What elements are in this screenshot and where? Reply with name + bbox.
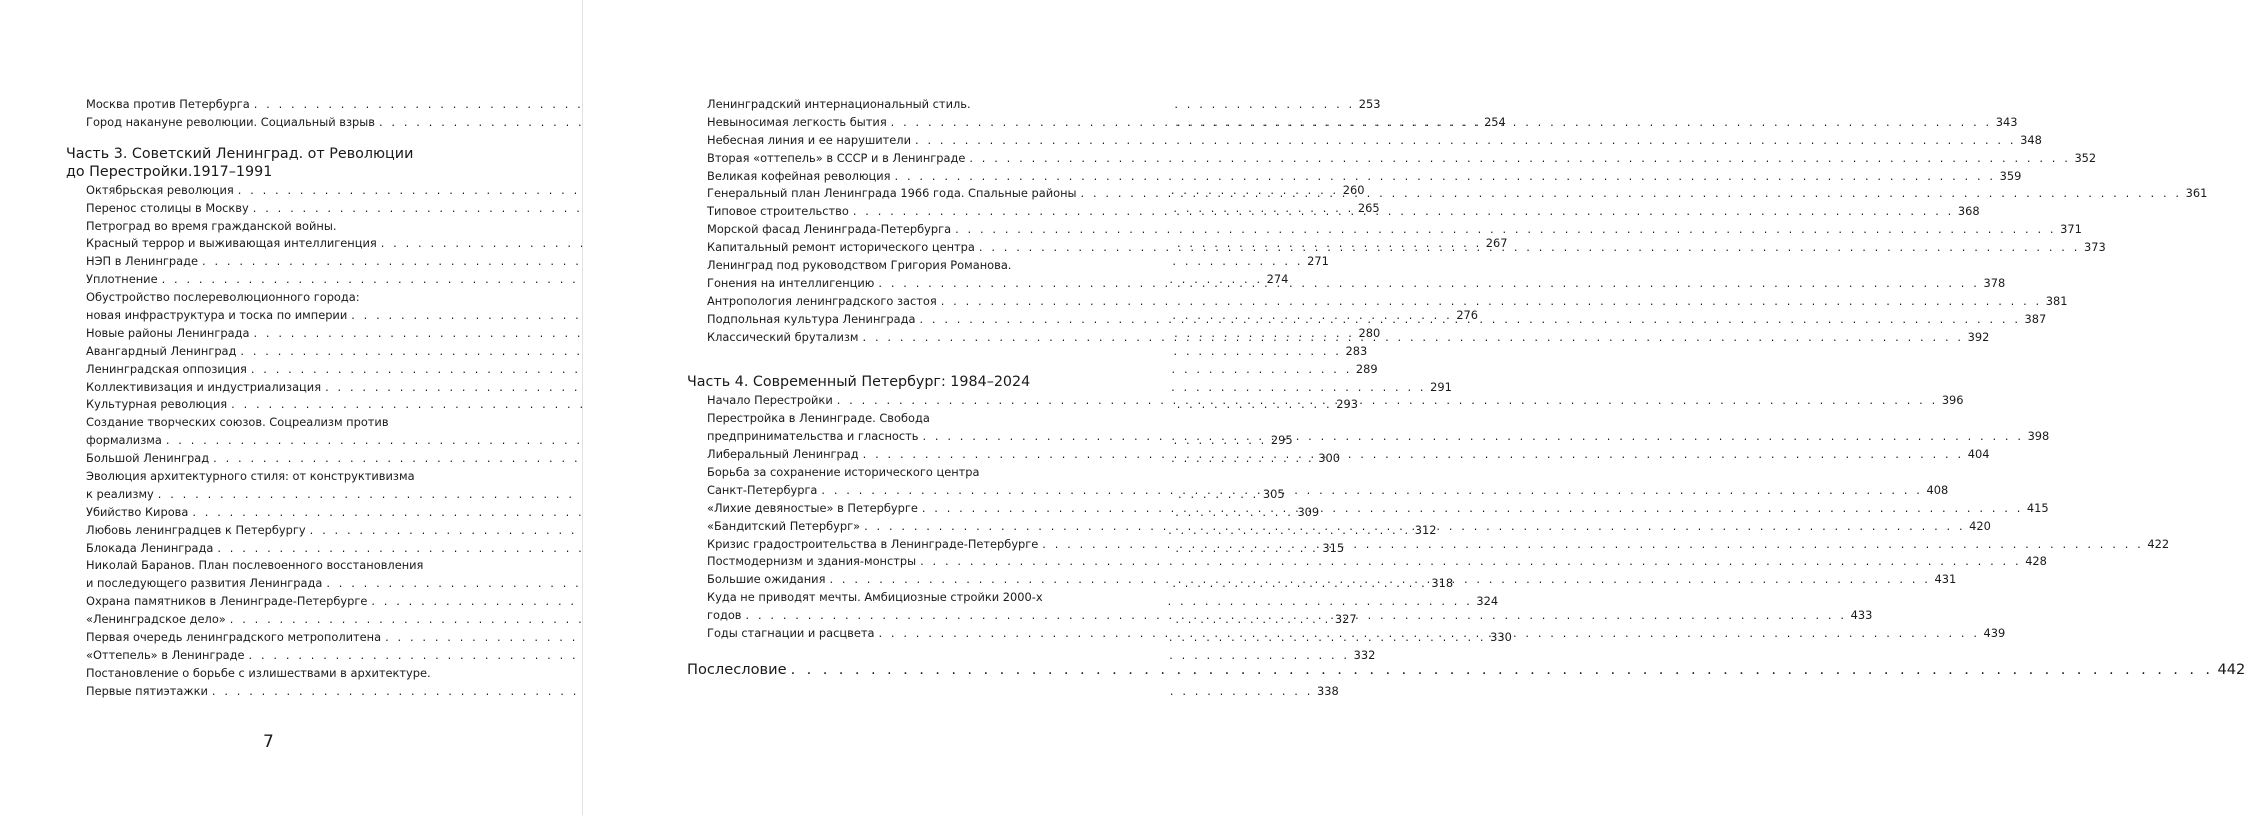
toc-entry-page: 439 [1983,626,2006,641]
toc-entry-title: Кризис градостроительства в Ленинграде-Петербурге [707,536,1039,551]
toc-entry-title: Ленинград под руководством Григория Романова. [707,258,1012,273]
toc-entry [687,553,2047,571]
dot-leader [918,428,2027,446]
toc-entry-page: 431 [1934,572,1957,587]
toc-entry-page: 420 [1969,518,1991,533]
toc-entry [66,289,476,307]
dot-leader [825,571,1934,589]
dot-leader [1038,536,2147,554]
toc-entry-page: 381 [2045,293,2068,308]
toc-entry-title: Подпольная культура Ленинграда [707,311,916,326]
toc-entry-page: 378 [1983,275,2006,290]
toc-entry-page: 276 [1456,308,1479,323]
toc-entry-page: 330 [1490,630,1512,645]
toc-entry [66,683,1339,701]
toc-entry [66,647,1376,665]
toc-entry-title: Санкт-Петербурга [707,482,818,497]
toc-entry-page: 338 [1316,683,1339,698]
toc-entry-page: 265 [1357,200,1380,215]
toc-entry-title: Постановление о борьбе с излишествами в архитектуре. [86,665,431,680]
toc-entry-title: новая инфраструктура и тоска по империи [86,308,348,323]
toc-entry-title: Гонения на интеллигенцию [707,275,875,290]
dot-leader [915,311,2024,329]
toc-entry-title: годов [707,608,742,623]
toc-entry-page: 352 [2074,150,2097,165]
toc-entry-title: Генеральный план Ленинграда 1966 года. Спальные районы [707,186,1077,201]
part-3-title-line-2: до Перестройки.1917–1991 [66,163,273,180]
toc-entry-title: Николай Баранов. План послевоенного восстановления [86,558,424,573]
toc-entry-page: 348 [2020,132,2042,147]
toc-entry-title: НЭП в Ленинграде [86,254,198,269]
toc-entry-title: Город накануне революции. Социальный взрыв [86,114,375,129]
toc-entry-title: формализма [86,433,162,448]
toc-entry-page: 361 [2185,186,2208,201]
dot-leader [951,221,2060,239]
toc-entry-page: 289 [1355,361,1378,376]
dot-leader [859,329,1968,347]
toc-entry-title: Капитальный ремонт исторического центра [707,240,975,255]
dot-leader [916,553,2025,571]
toc-entry-page: 396 [1941,393,1964,408]
toc-entry-title: Вторая «оттепель» в СССР и в Ленинграде [707,150,966,165]
part-3-title-line-1: Часть 3. Советский Ленинград. от Революции [66,145,414,162]
toc-entry-title: Коллективизация и индустриализация [86,379,322,394]
part-4-title: Часть 4. Современный Петербург: 1984–2024 [687,374,1031,391]
toc-entry-title: Ленинградский интернациональный стиль. [707,97,971,111]
toc-entry-page: 260 [1342,182,1365,197]
toc-entry-title: Большой Ленинград [86,451,210,466]
toc-entry [687,132,2042,150]
dot-leader [891,168,2000,186]
toc-entry [66,361,1378,379]
toc-entry [687,96,1080,114]
toc-entry-page: 343 [1995,114,2018,129]
toc-entry-title: Антропология ленинградского застоя [707,293,937,308]
toc-entry-title: Красный террор и выживающая интеллигенция [86,236,377,251]
toc-entry-page: 280 [1358,325,1381,340]
toc-entry-title: Эволюция архитектурного стиля: от конструктивизма [86,469,415,484]
dot-leader [859,446,1968,464]
toc-entry [66,557,476,575]
toc-entry-page: 359 [1999,168,2022,183]
toc-entry-title: Новые районы Ленинграда [86,325,250,340]
toc-entry-page: 373 [2083,240,2106,255]
toc-entry-title: Охрана памятников в Ленинграде-Петербурге [86,594,368,609]
afterword-entry [687,659,2245,681]
toc-entry-page: 392 [1967,329,1990,344]
afterword-title: Послесловие [687,660,787,678]
dot-leader [937,293,2046,311]
toc-entry-title: Культурная революция [86,397,228,412]
toc-entry-page: 312 [1414,522,1437,537]
toc-entry-title: «Ленинградское дело» [86,612,226,627]
toc-entry-title: Великая кофейная революция [707,168,891,183]
toc-entry-title: Большие ожидания [707,572,826,587]
toc-entry [66,665,476,683]
dot-leader [742,607,1851,625]
toc-entry [66,343,1368,361]
toc-entry-title: Создание творческих союзов. Соцреализм против [86,415,389,430]
toc-entry-title: Авангардный Ленинград [86,343,237,358]
toc-entry [687,221,2082,239]
toc-entry-page: 428 [2025,554,2047,569]
toc-entry-page: 433 [1850,608,1873,623]
dot-leader [849,203,1958,221]
toc-entry-page: 254 [1484,114,1506,129]
toc-entry-page: 267 [1485,236,1508,251]
toc-entry-page: 253 [1358,97,1381,111]
toc-entry-title: Годы стагнации и расцвета [707,626,875,641]
toc-entry-title: и последующего развития Ленинграда [86,576,323,591]
toc-entry-title: Первая очередь ленинградского метрополитена [86,630,382,645]
dot-leader [860,518,1969,536]
toc-entry-page: 291 [1430,379,1452,394]
toc-entry-page: 315 [1322,540,1345,555]
page-number: 7 [263,732,274,752]
toc-entry-title: «Оттепель» в Ленинграде [86,647,245,662]
toc-entry-title: Постмодернизм и здания-монстры [707,554,917,569]
toc-entry-page: 371 [2060,222,2082,237]
toc-entry-page: 327 [1334,612,1357,627]
toc-entry-title: «Бандитский Петербург» [707,518,861,533]
toc-entry-title: Морской фасад Ленинграда-Петербурга [707,222,952,237]
toc-entry-page: 368 [1957,204,1980,219]
toc-entry-page: 318 [1431,576,1454,591]
toc-entry-title: Октябрьская революция [86,182,234,197]
toc-entry-page: 415 [2026,500,2049,515]
toc-entry-page: 404 [1967,447,1990,462]
toc-entry-page: 300 [1318,451,1340,466]
toc-entry-title: Убийство Кирова [86,504,189,519]
toc-entry-title: Начало Перестройки [707,393,833,408]
dot-leader [874,275,1983,293]
toc-entry [687,410,1080,428]
toc-entry-title: Перестройка в Ленинграде. Свобода [707,411,930,426]
dot-leader [887,114,1996,132]
toc-entry [687,150,2097,168]
toc-entry-title: Москва против Петербурга [86,97,250,111]
dot-leader [918,500,2027,518]
toc-entry-title: Любовь ленинградцев к Петербургу [86,522,306,537]
dot-leader [1077,185,2186,203]
toc-entry-title: к реализму [86,486,154,501]
toc-entry-page: 398 [2027,429,2050,444]
toc-entry-page: 293 [1336,397,1358,412]
toc-entry-title: Либеральный Ленинград [707,447,859,462]
toc-entry [687,293,2068,311]
toc-entry-title: Куда не приводят мечты. Амбициозные стройки 2000-х [707,590,1043,605]
toc-entry-page: 274 [1266,272,1289,287]
toc-entry-page: 309 [1297,504,1320,519]
toc-entry [66,414,476,432]
toc-entry-title: Петроград во время гражданской войны. [86,218,337,233]
toc-entry-title: Классический брутализм [707,329,859,344]
toc-entry-page: 271 [1307,254,1329,269]
toc-entry-title: «Лихие девяностые» в Петербурге [707,500,918,515]
toc-entry-title: Первые пятиэтажки [86,683,208,698]
toc-entry-title: Ленинградская оппозиция [86,361,247,376]
dot-leader [965,150,2074,168]
afterword-page: 442 [2217,660,2245,678]
toc-entry [687,168,2022,186]
toc-entry [687,464,1080,482]
toc-entry-page: 305 [1262,486,1285,501]
dot-leader [911,132,2020,150]
toc-entry-page: 408 [1926,482,1949,497]
toc-entry-page: 387 [2024,311,2047,326]
toc-entry-page: 324 [1476,594,1499,609]
dot-leader [817,482,1926,500]
dot-leader [787,659,2218,681]
toc-entry-page: 332 [1353,647,1376,662]
dot-leader [874,625,1983,643]
toc-entry-title: Перенос столицы в Москву [86,200,249,215]
toc-entry [66,218,476,236]
toc-entry-title: Невыносимая легкость бытия [707,114,887,129]
toc-entry-title: Обустройство послереволюционного города: [86,290,360,305]
toc-entry-page: 295 [1270,433,1293,448]
toc-entry-page: 422 [2147,536,2170,551]
toc-entry [687,257,1080,275]
toc-entry [66,468,476,486]
toc-entry [687,589,1080,607]
dot-leader [975,239,2084,257]
toc-entry-title: Небесная линия и ее нарушители [707,132,911,147]
toc-entry-title: Типовое строительство [707,204,849,219]
toc-entry-page: 283 [1345,343,1368,358]
toc-entry-title: предпринимательства и гласность [707,429,919,444]
dot-leader [833,392,1942,410]
part-3-title [66,145,476,181]
toc-entry-title: Уплотнение [86,272,158,287]
toc-entry-title: Борьба за сохранение исторического центра [707,465,980,480]
toc-entry-title: Блокада Ленинграда [86,540,214,555]
